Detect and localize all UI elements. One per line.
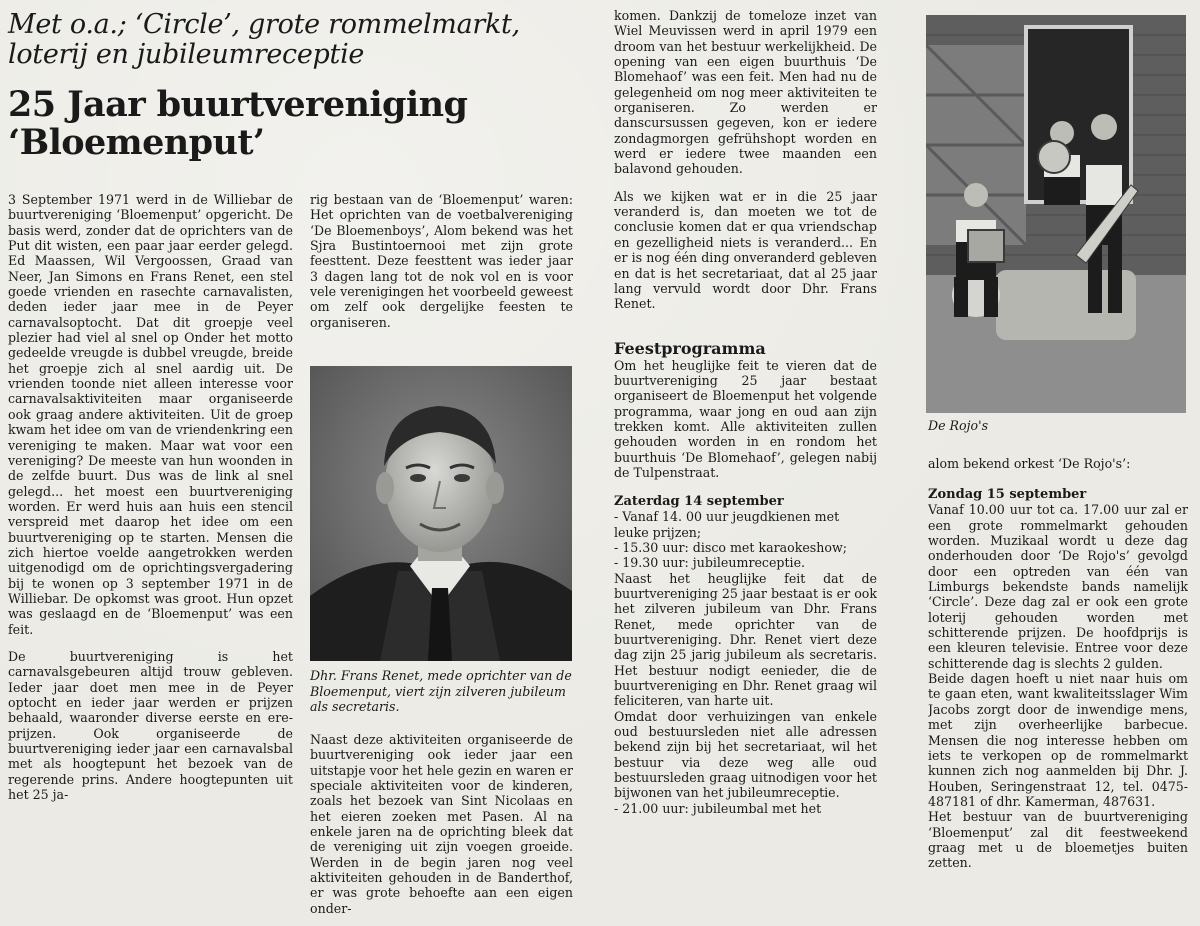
band-photo-de-rojos <box>926 15 1186 413</box>
column-1 <box>8 192 293 926</box>
column-3 <box>614 8 877 926</box>
column-2-top <box>310 192 573 352</box>
portrait-caption: Dhr. Frans Renet, mede oprichter van de Bloemenput, viert zijn zilveren jubileum als secretaris. <box>310 668 572 714</box>
column-1-paragraph-2: De buurtvereniging is het carnavalsgebeuren altijd trouw gebleven. Ieder jaar doet men mee in de Peyer optocht en ieder jaar werden er prijzen behaald, waaronder diverse eerste en ere-prijzen. Ook organiseerde de buurtvereniging ieder jaar een carnavalsbal met als hoogtepunt het bezoek van de regerende prins. Andere hoogtepunten uit het 25 ja- <box>8 648 293 803</box>
column-2-bottom <box>310 732 573 926</box>
column-4-paragraph-2: Vanaf 10.00 uur tot ca. 17.00 uur zal er een grote rommelmarkt gehouden worden. Muzikaal wordt u deze dag onderhouden door ‘De Rojo's’ gevolgd door een optreden van één van Limburgs bekendste bands namelijk ‘Circle’. Deze dag zal er ook een grote loterij gehouden worden met schitterende prijzen. De hoofdprijs is een kleuren televisie. Entree voor deze schitterende dag is slechts 2 gulden. <box>928 502 1188 671</box>
column-2-paragraph-2: Naast deze aktiviteiten organiseerde de buurtvereniging ook ieder jaar een uitstapje voor het hele gezin en waren er speciale aktiviteiten voor de kinderen, zoals het bezoek van Sint Nicolaas en het eieren zoeken met Pasen. Al na enkele jaren na de oprichting bleek dat de vereniging uit zijn voegen groeide. Werden in de begin jaren nog veel aktiviteiten gehouden in de Banderthof, er was grote behoefte aan een eigen onder- <box>310 732 573 916</box>
column-3-paragraph-1: komen. Dankzij de tomeloze inzet van Wiel Meuvissen werd in april 1979 een droom van het bestuur werkelijkheid. De opening van een eigen buurthuis ‘De Blomehaof’ was een feit. Men had nu de gelegenheid om nog meer aktiviteiten te organiseren. Zo werden er danscursussen gegeven, kon er iedere zondagmorgen gefrühshopt worden en werd er iedere twee maanden een balavond gehouden. <box>614 8 877 177</box>
column-3-paragraph-6: - 21.00 uur: jubileumbal met het <box>614 800 822 816</box>
sunday-heading: Zondag 15 september <box>928 487 1087 503</box>
program-item: - 19.30 uur: jubileumreceptie. <box>614 555 806 571</box>
column-4 <box>928 456 1188 926</box>
column-4-paragraph-1: alom bekend orkest ‘De Rojo's’: <box>928 456 1131 471</box>
column-2-paragraph-1: rig bestaan van de ‘Bloemenput’ waren: Het oprichten van de voetbalvereniging ‘De Bloemenboys’, Alom bekend was het Sjra Bustintoernooi met zijn grote feesttent. Deze feesttent was ieder jaar 3 dagen lang tot de nok vol en is voor vele verenigingen het voorbeeld geweest om zelf ook dergelijke feesten te organiseren. <box>310 192 573 330</box>
column-3-paragraph-2: Als we kijken wat er in die 25 jaar veranderd is, dan moeten we tot de conclusie komen dat er qua vriendschap en gezelligheid niets is veranderd... En er is nog één ding onveranderd gebleven en dat is het secretariaat, dat al 25 jaar lang vervuld wordt door Dhr. Frans Renet. <box>614 188 877 312</box>
portrait-illustration <box>310 366 572 661</box>
band-illustration <box>926 15 1186 413</box>
column-4-paragraph-4: Het bestuur van de buurtvereniging ‘Bloemenput’ zal dit feestweekend graag met u de bloemetjes buiten zetten. <box>928 809 1188 871</box>
column-4-paragraph-3: Beide dagen hoeft u niet naar huis om te gaan eten, want kwaliteitsslager Wim Jacobs zorgt door de inwendige mens, met zijn overheerlijke barbecue. Mensen die nog interesse hebben om iets te verkopen op de rommelmarkt kunnen zich nog aanmelden bij Dhr. J. Houben, Seringenstraat 12, tel. 0475-487181 of dhr. Kamerman, 487631. <box>928 671 1188 809</box>
portrait-photo-frans-renet <box>310 366 572 661</box>
article-headline: 25 Jaar buurtvereniging ‘Bloemenput’ <box>8 84 468 163</box>
article-kicker: Met o.a.; ‘Circle’, grote rommelmarkt, loterij en jubileumreceptie <box>8 9 520 70</box>
column-3-paragraph-3: Om het heuglijke feit te vieren dat de buurtvereniging 25 jaar bestaat organiseert de Bloemenput het volgende programma, waar jong en oud aan zijn trekken komt. Alle aktiviteiten zullen gehouden worden in en rondom het buurthuis ‘De Blomehaof’, gelegen nabij de Tulpenstraat. <box>614 357 877 480</box>
column-3-paragraph-4: Naast het heuglijke feit dat de buurtvereniging 25 jaar bestaat is er ook het zilveren jubileum van Dhr. Frans Renet, mede oprichter van de buurtvereniging. Dhr. Renet viert deze dag zijn 25 jarig jubileum als secretaris. Het bestuur nodigt eenieder, die de buurtvereniging en Dhr. Renet graag wil feliciteren, van harte uit. <box>614 570 877 709</box>
program-item: - Vanaf 14. 00 uur jeugdkienen met leuke prijzen; <box>614 509 840 540</box>
feestprogramma-heading: Feestprogramma <box>614 338 766 358</box>
column-3-paragraph-5: Omdat door verhuizingen van enkele oud bestuursleden niet alle adressen bekend zijn bij het secretariaat, wil het bestuur via deze weg alle oud bestuursleden graag uitnodigen voor het bijwonen van het jubileumreceptie. <box>614 708 877 801</box>
saturday-program-list <box>614 509 877 570</box>
saturday-heading: Zaterdag 14 september <box>614 494 784 510</box>
band-photo-caption: De Rojo's <box>928 418 989 433</box>
program-item: - 15.30 uur: disco met karaokeshow; <box>614 539 847 555</box>
column-1-paragraph-1: 3 September 1971 werd in de Williebar de buurtvereniging ‘Bloemenput’ opgericht. De basis werd, zonder dat de oprichters van de Put dit wisten, een paar jaar eerder gelegd. Ed Maassen, Wil Vergoossen, Graad van Neer, Jan Simons en Frans Renet, een stel goede vrienden en rasechte carnavalisten, deden ieder jaar mee in de Peyer carnavalsoptocht. Dat dit groepje veel plezier had viel al snel op Onder het motto gedeelde vreugde is dubbel vreugde, breide het groepje zich al snel aardig uit. De vrienden toonde niet alleen interesse voor carnavalsaktiviteiten maar organiseerde ook graag andere aktiviteiten. Uit de groep kwam het idee om van de vriendenkring een vereniging te maken. Maar wat voor een vereniging? De meeste van hun woonden in de zelfde buurt. Dus was de link al snel gelegd... het moest een buurtvereniging worden. Er werd huis aan huis een stencil verspreid met daarop het idee om een buurtvereniging op te starten. Mensen die zich hiertoe voelde aangetrokken werden uitgenodigd om de oprichtingsvergadering bij te wonen op 3 september 1971 in de Williebar. De opkomst was groot. Hun opzet was geslaagd en de ‘Bloemenput’ was een feit. <box>8 192 293 637</box>
